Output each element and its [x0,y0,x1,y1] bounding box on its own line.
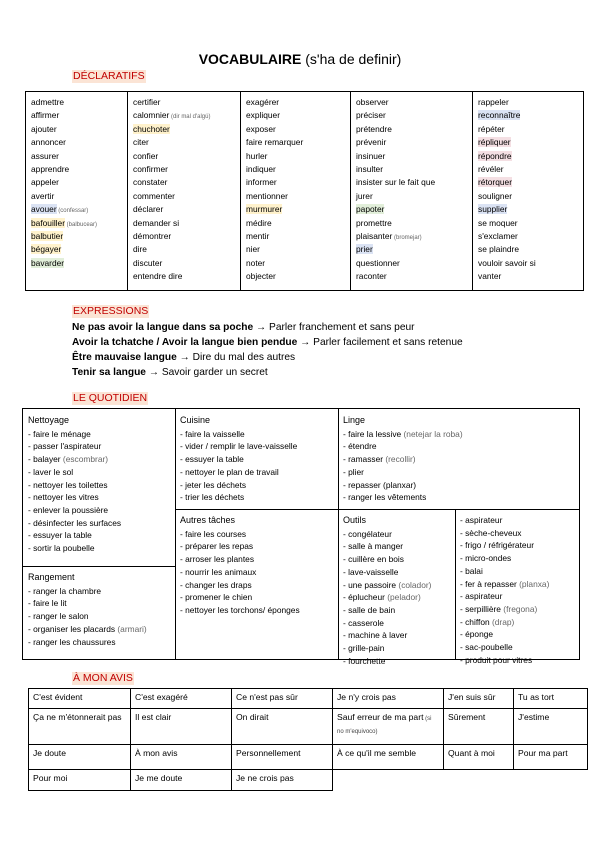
word-item: constater [133,177,168,188]
declaratifs-column [478,96,536,283]
list-item: - trier les déchets [180,492,245,503]
expression-item: Tenir sa langue → Savoir garder un secret [72,367,268,378]
declaratifs-column [356,96,435,283]
list-item: - salle de bain [343,604,396,615]
avis-table [28,688,588,791]
list-item: - nettoyer le plan de travail [180,466,279,477]
word-item: insinuer [356,150,386,161]
list-item: - faire la vaisselle [180,428,245,439]
avis-cell: Personnellement [232,745,333,770]
list-item: - cuillère en bois [343,554,404,565]
word-item: exagérer [246,97,280,107]
list-item: - jeter les déchets [180,479,247,490]
list-item: - organiser les placards (armari) [28,623,147,634]
autres-title: Autres tâches [180,515,236,525]
word-item: affirmer [31,110,60,121]
word-item: prévenir [356,137,387,148]
word-item: assurer [31,150,59,161]
linge-cell [343,414,463,504]
list-item: - ranger le salon [28,611,89,622]
list-item: - essuyer la table [180,454,244,465]
word-item: citer [133,137,149,148]
word-item: rétorquer [478,177,512,188]
list-item: - aspirateur [460,515,503,525]
word-item: supplier [478,204,508,215]
word-item: répéter [478,123,505,134]
avis-cell: C'est exagéré [131,689,232,709]
list-item: - éponge [460,629,494,640]
list-item: - ranger la chambre [28,585,102,596]
list-item: - faire le ménage [28,428,91,439]
list-item: - arroser les plantes [180,554,255,565]
outils-title: Outils [343,515,367,525]
list-item: - ramasser (recollir) [343,454,416,465]
word-item: dire [133,244,147,255]
word-item: murmurer [246,204,283,215]
avis-cell: Pour ma part [514,745,588,770]
word-item: reconnaître [478,110,521,121]
list-item: - nettoyer les torchons/ éponges [180,604,300,615]
word-item: observer [356,97,389,107]
word-item: confier [133,150,159,161]
word-item: plaisanter (bromejar) [356,230,422,241]
avis-cell: À mon avis [131,745,232,770]
list-item: - balai [460,565,483,576]
word-item: questionner [356,257,400,268]
word-item: vouloir savoir si [478,257,536,268]
word-item: ajouter [31,123,57,134]
list-item: - désinfecter les surfaces [28,517,122,528]
word-item: mentionner [246,190,288,201]
word-item: hurler [246,150,268,161]
word-item: admettre [31,97,65,107]
list-item: - machine à laver [343,630,408,641]
list-item: - micro-ondes [460,553,512,564]
list-item: - préparer les repas [180,541,254,552]
word-item: révéler [478,163,504,174]
word-item: noter [246,257,266,268]
word-item: apprendre [31,163,70,174]
word-item: déclarer [133,204,164,215]
avis-cell: J'en suis sûr [444,689,514,709]
avis-cell: Je n'y crois pas [333,689,444,709]
list-item: - ranger les vêtements [343,492,427,503]
list-item: - promener le chien [180,592,253,603]
list-item: - faire le lit [28,598,67,609]
list-item: - frigo / réfrigérateur [460,540,535,551]
word-item: jurer [356,190,373,201]
list-item: - éplucheur (pelador) [343,592,421,603]
word-item: papoter [356,204,385,215]
page-title: VOCABULAIRE (s'ha de definir) [198,51,402,67]
expressions-heading: EXPRESSIONS [73,305,149,317]
list-item: - salle à manger [343,541,404,552]
word-item: appeler [31,177,59,188]
word-item: médire [246,217,272,228]
list-item: - sortir la poubelle [28,543,95,554]
avis-cell: Je ne crois pas [232,770,333,791]
expression-item: Avoir la tchatche / Avoir la langue bien pendue → Parler facilement et sans retenue [72,337,463,348]
word-item: objecter [246,271,276,282]
word-item: informer [246,177,277,188]
word-item: entendre dire [133,271,183,282]
autres-cell [180,514,300,617]
list-item: - sac-poubelle [460,642,513,653]
list-item: - étendre [343,441,377,452]
word-item: annoncer [31,137,66,148]
word-item: promettre [356,217,392,228]
word-item: rappeler [478,97,509,107]
avis-heading: À MON AVIS [73,672,133,684]
word-item: chuchoter [133,123,170,134]
avis-cell: Tu as tort [514,689,588,709]
expressions-list [72,320,463,380]
outils2-cell [460,514,549,666]
declaratifs-heading: DÉCLARATIFS [73,70,145,82]
avis-cell: J'estime [514,709,588,745]
word-item: souligner [478,190,512,201]
list-item: - une passoire (colador) [343,579,432,590]
word-item: balbutier [31,230,64,241]
avis-cell: Il est clair [131,709,232,745]
avis-cell: Je doute [29,745,131,770]
word-item: expliquer [246,110,280,121]
word-item: bafouiller (balbucear) [31,217,98,228]
nettoyage-cell [28,414,121,555]
avis-cell: Ce n'est pas sûr [232,689,333,709]
word-item: confirmer [133,163,168,174]
word-item: bégayer [31,244,62,255]
list-item: - balayer (escombrar) [28,454,109,465]
word-item: faire remarquer [246,137,304,148]
word-item: bavarder [31,257,65,268]
word-item: avouer (confessar) [31,204,89,215]
word-item: démontrer [133,230,172,241]
word-item: raconter [356,271,387,282]
avis-cell: Ça ne m'étonnerait pas [29,709,131,745]
avis-cell: On dirait [232,709,333,745]
avis-cell: Sauf erreur de ma part (si no m'equivoco) [333,709,444,745]
list-item: - faire les courses [180,528,247,539]
list-item: - changer les draps [180,579,252,590]
nettoyage-title: Nettoyage [28,415,70,425]
quotidien-heading: LE QUOTIDIEN [73,392,148,404]
word-item: exposer [246,123,276,134]
expression-item: Ne pas avoir la langue dans sa poche → Parler franchement et sans peur [72,322,415,333]
word-item: se plaindre [478,244,519,255]
declaratifs-column [133,96,210,283]
list-item: - chiffon (drap) [460,616,515,627]
word-item: insulter [356,163,383,174]
word-item: se moquer [478,217,518,228]
declaratifs-table [25,91,584,291]
quotidien-table [22,408,580,666]
list-item: - nourrir les animaux [180,566,257,577]
list-item: - produit pour vitres [460,654,533,665]
list-item: - casserole [343,617,384,628]
list-item: - vider / remplir le lave-vaisselle [180,441,298,452]
declaratifs-column [31,96,97,270]
list-item: - grille-pain [343,643,385,654]
word-item: discuter [133,257,163,268]
list-item: - repasser (planxar) [343,479,417,490]
word-item: nier [246,244,260,255]
word-item: commenter [133,190,175,201]
avis-cell: À ce qu'il me semble [333,745,444,770]
list-item: - ranger les chaussures [28,636,116,647]
list-item: - plier [343,466,364,477]
list-item: - nettoyer les vitres [28,492,99,503]
list-item: - essuyer la table [28,530,92,541]
avis-cell: C'est évident [29,689,131,709]
word-item: vanter [478,271,502,282]
list-item: - congélateur [343,528,392,539]
list-item: - fourchette [343,655,386,666]
list-item: - laver le sol [28,466,74,477]
word-item: demander si [133,217,180,228]
list-item: - lave-vaisselle [343,566,399,577]
list-item: - aspirateur [460,591,503,602]
list-item: - passer l'aspirateur [28,441,102,452]
cuisine-cell [180,414,297,504]
word-item: prier [356,244,373,255]
word-item: répliquer [478,137,511,148]
word-item: s'exclamer [478,230,518,241]
avis-cell: Quant à moi [444,745,514,770]
list-item: - nettoyer les toilettes [28,479,108,490]
linge-title: Linge [343,415,366,425]
word-item: indiquer [246,163,276,174]
avis-cell: Sûrement [444,709,514,745]
word-item: mentir [246,230,270,241]
list-item: - faire la lessive (netejar la roba) [343,428,463,439]
avis-cell: Pour moi [29,770,131,791]
list-item: - fer à repasser (planxa) [460,578,550,589]
expression-item: Être mauvaise langue → Dire du mal des autres [72,352,296,363]
list-item: - serpillière (fregona) [460,603,538,614]
cuisine-title: Cuisine [180,415,211,425]
word-item: répondre [478,150,512,161]
rangement-title: Rangement [28,572,75,582]
list-item: - enlever la poussière [28,504,109,515]
word-item: insister sur le fait que [356,177,436,188]
word-item: avertir [31,190,55,201]
word-item: préciser [356,110,386,121]
declaratifs-column [246,96,303,283]
avis-cell: Je me doute [131,770,232,791]
outils-cell [343,514,431,667]
rangement-cell [28,571,147,648]
word-item: prétendre [356,123,392,134]
word-item: calomnier (dir mal d'algú) [133,110,211,121]
word-item: certifier [133,97,161,107]
list-item: - sèche-cheveux [460,527,522,538]
